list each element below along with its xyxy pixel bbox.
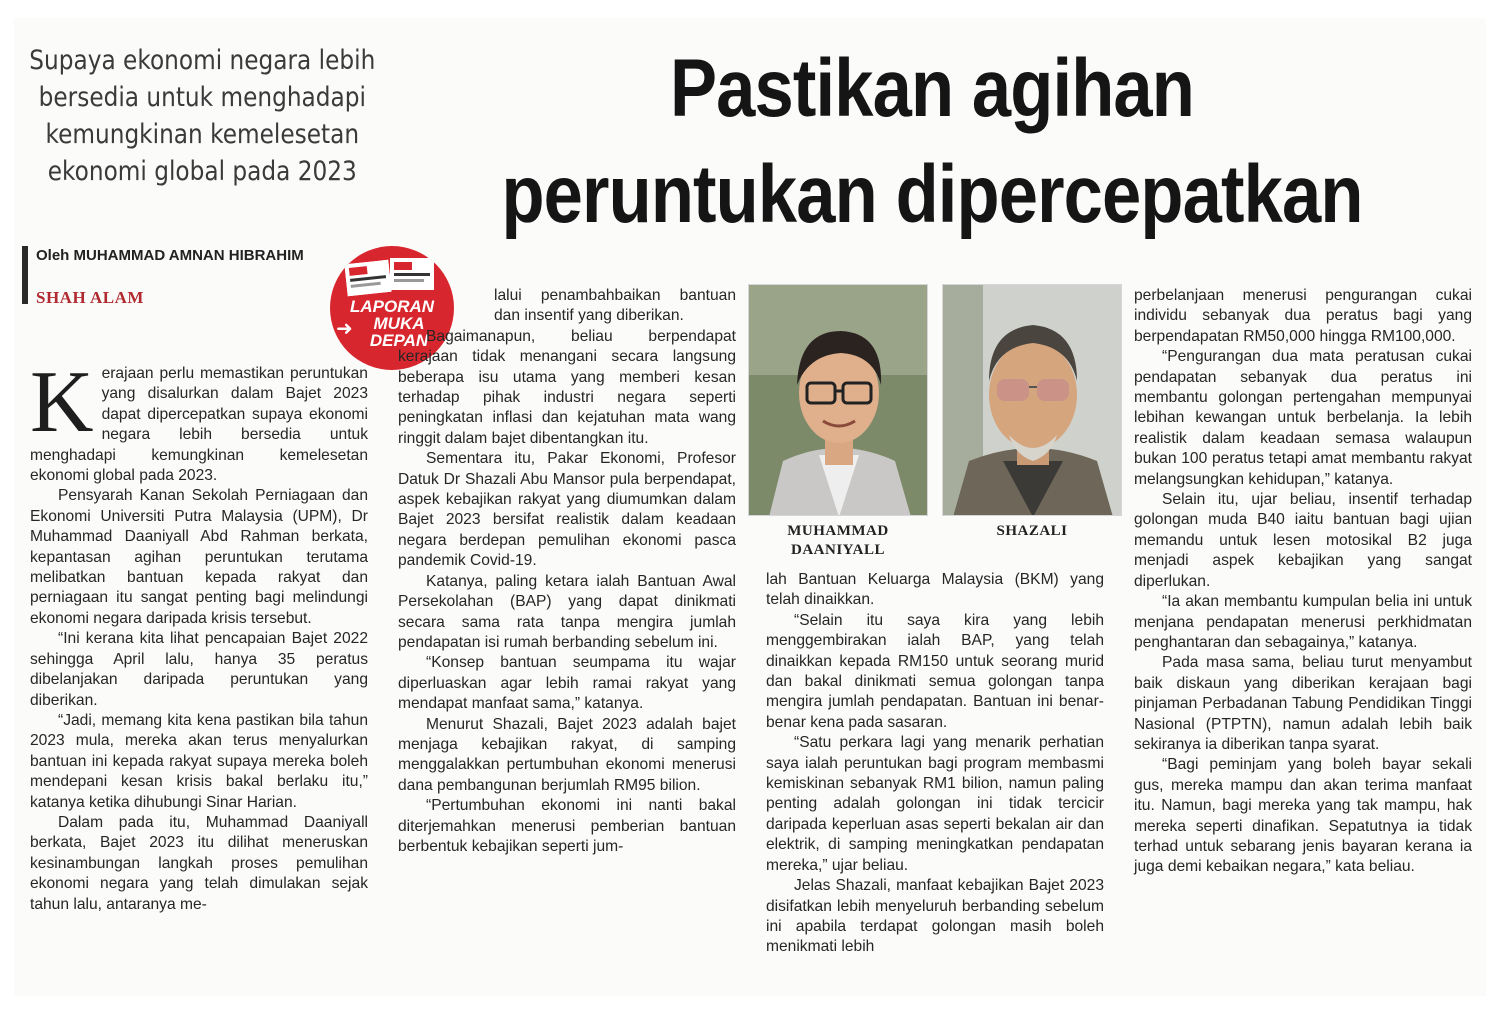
paragraph: Pensyarah Kanan Sekolah Perniagaan dan Ekonomi Universiti Putra Malaysia (UPM), Dr Muhammad Daaniyall Abd Rahman berkata, kepantasan agihan peruntukan terutama melibatkan bantuan kepada rakyat dan perniagaan itu sangat penting bagi melindungi ekonomi negara daripada krisis tersebut. [30,487,368,627]
paragraph: Jelas Shazali, manfaat kebajikan Bajet 2023 disifatkan lebih menyeluruh berbanding sebelum ini apabila terdapat golongan masih boleh menikmati lebih [766,877,1104,956]
badge-line-2: MUKA [373,314,425,333]
paragraph: “Selain itu saya kira yang lebih menggembirakan ialah BAP, yang telah dinaikkan kepada RM150 untuk seorang murid dan bakal dinikmati semua golongan tanpa mengira jumlah pendapatan. Bantuan ini benar-benar kena pada sasaran. [766,611,1104,731]
paragraph: Pada masa sama, beliau turut menyambut baik diskaun yang diberikan kerajaan bagi pinjaman Perbadanan Tabung Pendidikan Tinggi Nasional (PTPTN), namun adalah lebih baik sekiranya ia diberikan tanpa syarat. [1134,654,1472,753]
paragraph: lah Bantuan Keluarga Malaysia (BKM) yang telah dinaikkan. [766,571,1104,609]
dateline: SHAH ALAM [36,288,144,307]
headline-line-1: Pastikan agihan [669,43,1195,134]
paragraph: “Ia akan membantu kumpulan belia ini untuk menjana pendapatan menerusi perkhidmatan penghantaran dan sebagainya,” katanya. [1134,593,1472,651]
caption-muhammad-daaniyall: MUHAMMAD DAANIYALL [787,523,889,558]
paragraph: “Bagi peminjam yang boleh bayar sekali gus, mereka mampu dan akan terima manfaat itu. Namun, bagi mereka yang tak mampu, hak mereka seperti dinafikan. Sepatutnya ia tidak terhad untuk sebarang jenis bayaran kerana ia juga demi kebaikan negara,” kata beliau. [1134,756,1472,876]
paragraph: “Satu perkara lagi yang menarik perhatian saya ialah peruntukan bagi program membasmi kemiskinan sebanyak RM1 bilion, namun paling penting adalah golongan ini tidak tercicir daripada keperluan asas seperti bekalan air dan elektrik, di samping meningkatkan pendapatan mereka,” ujar beliau. [766,734,1104,874]
paragraph: lalui penambahbaikan bantuan dan insentif yang diberikan. [494,287,736,325]
arrow-right-icon: ➜ [336,318,353,340]
paragraph: Selain itu, ujar beliau, insentif terhadap golongan muda B40 iaitu bantuan bagi ujian memandu untuk lesen motosikal B2 juga menjadi aspek kebajikan yang sangat diperlukan. [1134,491,1472,590]
article-column-3 [766,570,1104,958]
paragraph: “Konsep bantuan seumpama itu wajar diperluaskan agar lebih ramai rakyat yang mendapat manfaat sama,” katanya. [398,654,736,713]
paragraph: perbelanjaan menerusi pengurangan cukai individu sebanyak dua peratus bagi yang berpendapatan RM50,000 hingga RM100,000. [1134,287,1472,345]
drop-cap: K [30,354,94,451]
paragraph: Menurut Shazali, Bajet 2023 adalah bajet menjaga kebajikan rakyat, di samping menggalakkan pertumbuhan ekonomi menerusi dana pembangunan berjumlah RM95 bilion. [398,715,736,794]
caption-shazali: SHAZALI [996,523,1068,539]
paragraph: “Pengurangan dua mata peratusan cukai pendapatan sebanyak dua peratus ini membantu golongan pertengahan mempunyai lebihan kewangan untuk berbelanja. Ia lebih realistik dalam keadaan semasa walaupun bukan 100 peratus tetapi amat membantu rakyat melangsungkan kehidupan,” katanya. [1134,348,1472,488]
portrait-muhammad-daaniyall [748,284,928,516]
paragraph: Sementara itu, Pakar Ekonomi, Profesor Datuk Dr Shazali Abu Mansor pula berpendapat, aspek kebajikan rakyat yang diumumkan dalam Bajet 2023 bersifat realistik dalam keadaan negara berdepan pemulihan ekonomi pasca pandemik Covid-19. [398,450,736,570]
headline [485,36,1379,248]
badge-line-1: LAPORAN [349,297,435,316]
paragraph: Dalam pada itu, Muhammad Daaniyall berkata, Bajet 2023 itu dilihat meneruskan kesinambungan langkah proses pemulihan ekonomi negara yang telah dimulakan sejak tahun lalu, antaranya me- [30,813,368,913]
byline: Oleh MUHAMMAD AMNAN HIBRAHIM [36,247,304,264]
portrait-shazali [942,284,1122,516]
paragraph: erajaan perlu memastikan peruntukan yang disalurkan dalam Bajet 2023 dapat dipercepatkan supaya ekonomi negara lebih bersedia untuk menghadapi kemungkinan kemelesetan ekonomi global pada 2023. [30,365,368,485]
paragraph: “Jadi, memang kita kena pastikan bila tahun 2023 mula, mereka akan terus menyalurkan bantuan ini kepada rakyat supaya mereka boleh mendepani kesan krisis bakal berlaku itu,” katanya ketika dihubungi Sinar Harian. [30,711,368,811]
headline-line-2: peruntukan dipercepatkan [501,149,1363,240]
standfirst: Supaya ekonomi negara lebih bersedia untuk menghadapi kemungkinan kemelesetan ekonomi global pada 2023 [29,45,376,187]
paragraph: Bagaimanapun, beliau berpendapat kerajaan tidak menangani secara langsung beberapa isu utama yang memberi kesan terhadap pihak industri negara seperti peningkatan inflasi dan kejatuhan mata wang ringgit dalam bajet dibentangkan itu. [398,327,736,447]
article-column-2 [398,286,736,857]
article-column-1 [30,354,368,915]
paragraph: Katanya, paling ketara ialah Bantuan Awal Persekolahan (BAP) yang dapat dinikmati secara sama rata tanpa mengira jumlah pendapatan isi rumah berbanding sebelum ini. [398,572,736,651]
byline-rule [22,246,28,304]
article-column-4 [1134,286,1472,878]
paragraph: “Pertumbuhan ekonomi ini nanti bakal diterjemahkan menerusi pemberian bantuan berbentuk kebajikan seperti jum- [398,797,736,855]
paragraph: “Ini kerana kita lihat pencapaian Bajet 2022 sehingga April lalu, hanya 35 peratus dibelanjakan daripada peruntukan yang diberikan. [30,630,368,709]
badge-line-3: DEPAN [369,331,429,350]
